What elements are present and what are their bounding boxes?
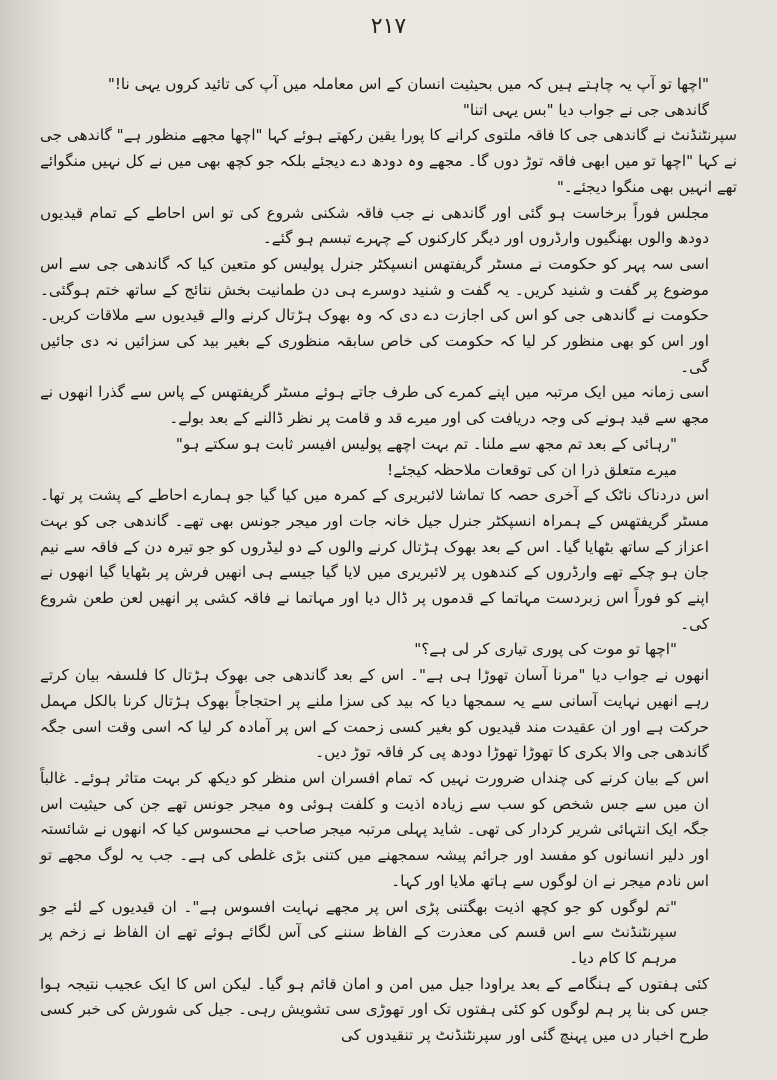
paragraph: انھوں نے جواب دیا "مرنا آسان تھوڑا ہی ہے"۔ اس کے بعد گاندھی جی بھوک ہڑتال کا فلسفہ بیان کرتے رہے انھیں نہایت آسانی سے یہ سمجھا دیا کہ بید کی سزا ملنے پر احتجاجاً بھوک ہڑتال کرنا بالکل مہمل حرکت ہے اور ان عقیدت مند قیدیوں کو بغیر کسی زحمت کے اس پر آمادہ کر لیا کہ اسی وقت اسی جگہ گاندھی جی والا بکری کا تھوڑا تھوڑا دودھ پی کر فاقہ توڑ دیں۔ bbox=[40, 666, 709, 762]
paragraph: گاندھی جی نے جواب دیا "بس یہی اتنا" bbox=[462, 100, 709, 119]
paragraph: سپرنٹنڈنٹ نے گاندھی جی کا فاقہ ملتوی کرانے کا پورا یقین رکھتے ہوئے کہا "اچھا مجھے منظور ہے" گاندھی جی نے کہا "اچھا تو میں ابھی فاقہ توڑ دوں گا۔ مجھے وہ دودھ دے دیجئے بلکہ جو کچھ بھی میں نے کل نہیں منگوائے تھے انہیں بھی منگوا دیجئے۔" bbox=[40, 126, 737, 196]
quote-line: "رہائی کے بعد تم مجھ سے ملنا۔ تم بہت اچھے پولیس افیسر ثابت ہو سکتے ہو" bbox=[175, 434, 677, 453]
paragraph: کئی ہفتوں کے ہنگامے کے بعد یراودا جیل میں امن و امان قائم ہو گیا۔ لیکن اس کا ایک عجیب نتیجہ ہوا جس کی بنا پر ہم لوگوں کو کئی ہفتوں تک اور تھوڑی سی تشویش رہی۔ جیل کی شورش کی خبر کسی طرح اخبار دں میں پہنچ گئی اور سپرنٹنڈنٹ پر تنقیدوں کی bbox=[40, 974, 709, 1045]
quote-line: "اچھا تو موت کی پوری تیاری کر لی ہے؟" bbox=[414, 640, 677, 659]
quote-paragraph: "تم لوگوں کو جو کچھ اذیت بھگتنی پڑی اس پر مجھے نہایت افسوس ہے"۔ ان قیدیوں کے لئے جو سپرنٹنڈنٹ سے اس قسم کی معذرت کے الفاظ سننے کی آس لگائے ہوئے تھے ان الفاظ نے زخم پر مرہم کا کام دیا۔ bbox=[40, 897, 677, 967]
paragraph: مجلس فوراً برخاست ہو گئی اور گاندھی نے جب فاقہ شکنی شروع کی تو اس احاطے کے تمام قیدیوں دودھ والوں بھنگیوں وارڈروں اور دیگر کارکنوں کے چہرے تبسم ہو گئے۔ bbox=[40, 203, 709, 248]
page-body bbox=[40, 72, 737, 1060]
paragraph: اسی زمانہ میں ایک مرتبہ میں اپنے کمرے کی طرف جاتے ہوئے مسٹر گریفتھس کے پاس سے گذرا انھوں نے مجھ سے قید ہونے کی وجہ دریافت کی اور میرے قد و قامت پر نظر ڈالنے کے بعد بولے۔ bbox=[40, 383, 709, 428]
page-number: ۲۱۷ bbox=[370, 14, 407, 39]
paragraph: اس کے بیان کرنے کی چنداں ضرورت نہیں کہ تمام افسران اس منظر کو دیکھ کر بہت متاثر ہوئے۔ غالباً ان میں سے جس شخص کو سب سے زیادہ اذیت و کلفت ہوئی وہ میجر جونس تھے جن کی حیثیت اس جگہ ایک انتہائی شریر کردار کی تھی۔ شاید پہلی مرتبہ میجر صاحب نے محسوس کیا کہ انھوں نے شائستہ اور دلیر انسانوں کو مفسد اور جرائم پیشہ سمجھنے میں کتنی بڑی غلطی کی ہے۔ جب یہ لوگ مجھے تو اس نادم میجر نے ان لوگوں سے ہاتھ ملایا اور کہا۔ bbox=[40, 768, 709, 890]
paragraph: اسی سہ پہر کو حکومت نے مسٹر گریفتھس انسپکٹر جنرل پولیس کو متعین کیا کہ گاندھی جی سے اس موضوع پر گفت و شنید کریں۔ یہ گفت و شنید دوسرے ہی دن طمانیت بخش نتائج کے ساتھ ختم ہوگئی۔ حکومت نے گاندھی جی کو اس کی اجازت دے دی کہ وہ بھوک ہڑتال کرنے والے قیدیوں سے ملاقات کریں۔ اور اس کو بھی منظور کر لیا کہ حکومت کی خاص سابقہ منظوری کے بغیر بید کی سزائیں نہ دی جائیں گی۔ bbox=[40, 254, 709, 376]
quote-line: میرے متعلق ذرا ان کی توقعات ملاحظہ کیجئے! bbox=[387, 460, 677, 479]
paragraph: اس دردناک ناٹک کے آخری حصہ کا تماشا لائبریری کے کمرہ میں کیا گیا جو ہمارے احاطے کے پشت پر تھا۔ مسٹر گریفتھس کے ہمراہ انسپکٹر جنرل جیل خانہ جات اور میجر جونس بھی تھے۔ گاندھی جی کو بہت اعزاز کے ساتھ بٹھایا گیا۔ اس کے بعد بھوک ہڑتال کرنے والوں کے دو لیڈروں کو جو تیرہ دن کے فاقہ سے نیم جان ہو چکے تھے وارڈروں کے کندھوں پر لائبریری میں لایا گیا جیسے ہی انھیں فرش پر بٹھایا گیا انھوں نے اپنے کو فوراً اس زبردست مہاتما کے قدموں پر ڈال دیا اور مہاتما نے فاقہ کشی پر انھیں لعن طعن شروع کی۔ bbox=[40, 486, 709, 633]
paragraph: "اچھا تو آپ یہ چاہتے ہیں کہ میں بحیثیت انسان کے اس معاملہ میں آپ کی تائید کروں یہی نا!" bbox=[107, 75, 709, 93]
